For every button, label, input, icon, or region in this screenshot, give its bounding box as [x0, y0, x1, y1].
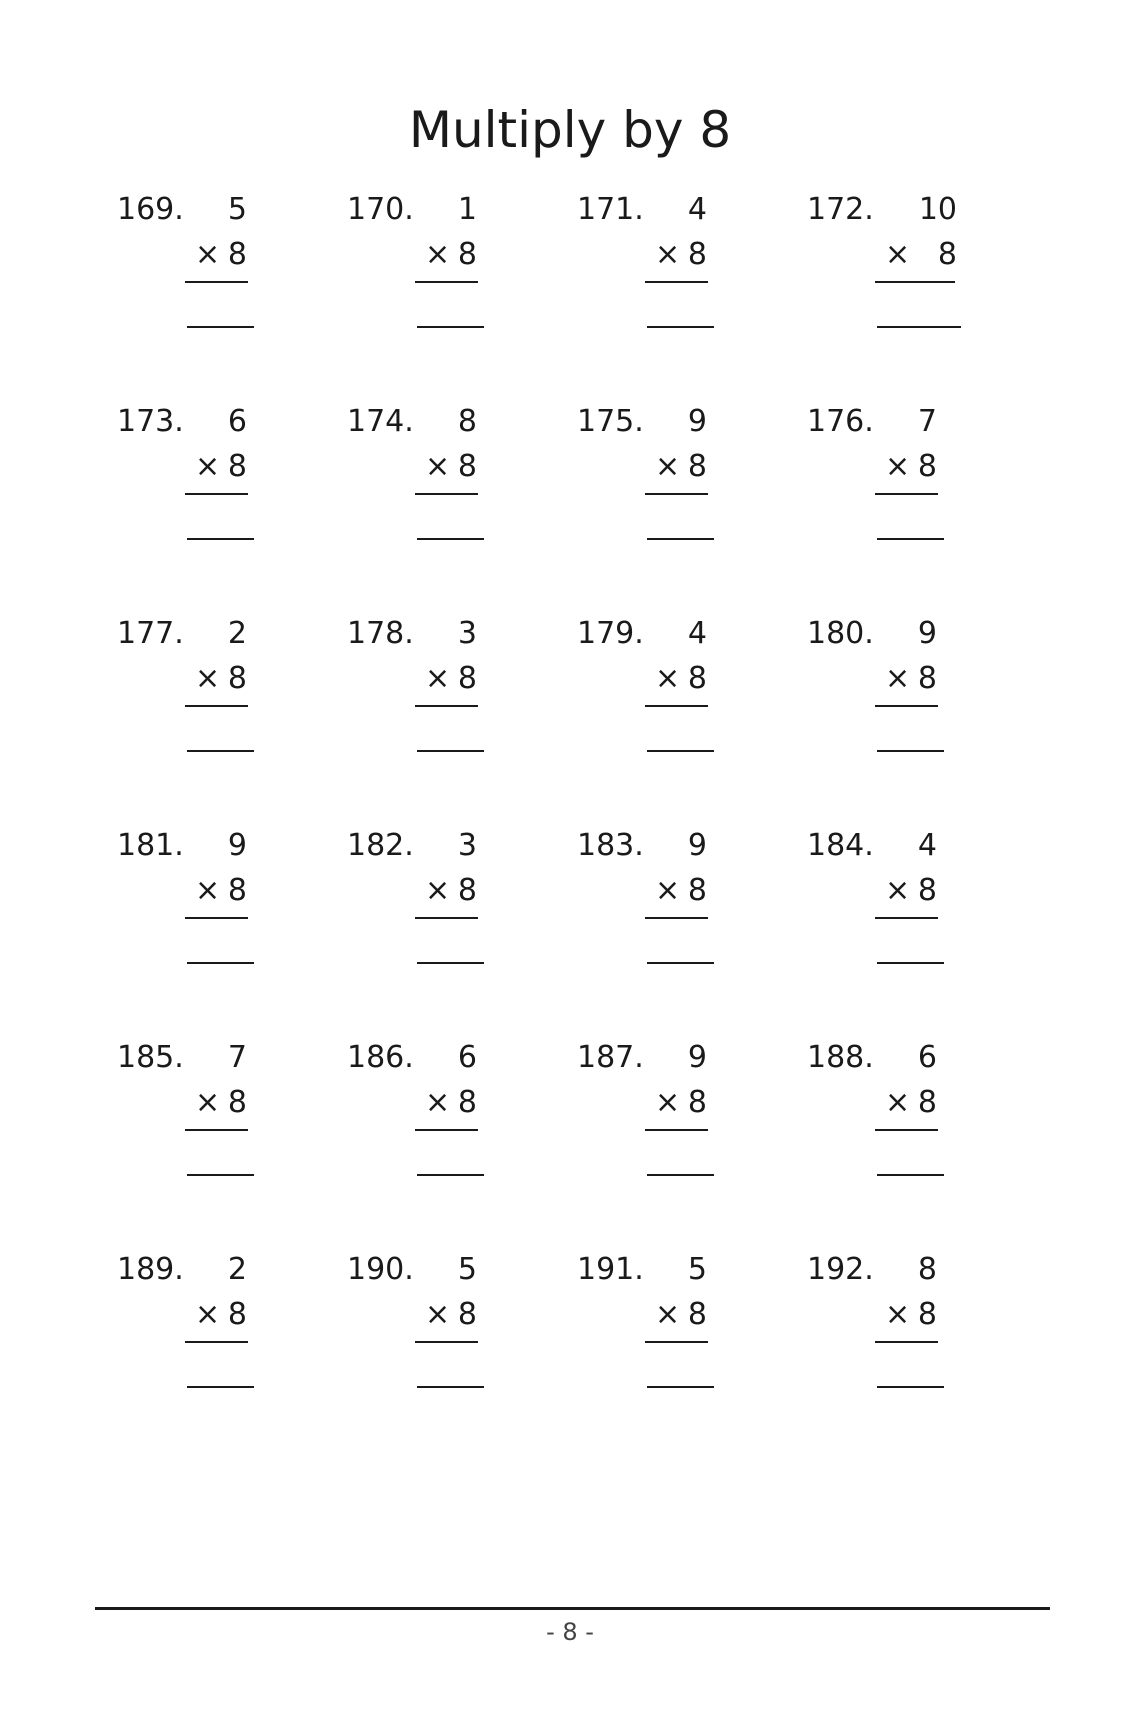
product-line: [415, 1129, 478, 1131]
multiplier: 8: [457, 449, 477, 484]
footer-rule: [95, 1607, 1050, 1610]
multiplicand: 4: [687, 192, 707, 227]
multiplicand: 6: [457, 1040, 477, 1075]
product-line: [645, 705, 708, 707]
multiplier: 8: [687, 873, 707, 908]
times-sign: ×: [425, 237, 451, 272]
product-line: [185, 493, 248, 495]
multiplier: 8: [227, 449, 247, 484]
times-sign: ×: [885, 873, 911, 908]
times-sign: ×: [655, 661, 681, 696]
multiplier: 8: [457, 1297, 477, 1332]
product-line: [645, 1129, 708, 1131]
times-sign: ×: [655, 449, 681, 484]
multiplier: 8: [917, 449, 937, 484]
problem-number: 185.: [117, 1040, 184, 1075]
answer-line: [187, 538, 254, 540]
problem-number: 172.: [807, 192, 874, 227]
answer-line: [877, 1174, 944, 1176]
times-sign: ×: [195, 873, 221, 908]
problem-number: 170.: [347, 192, 414, 227]
problem-number: 178.: [347, 616, 414, 651]
multiplier: 8: [917, 1297, 937, 1332]
answer-line: [187, 326, 254, 328]
problem-number: 177.: [117, 616, 184, 651]
multiplicand: 2: [227, 1252, 247, 1287]
multiplier: 8: [227, 1297, 247, 1332]
multiplicand: 9: [227, 828, 247, 863]
product-line: [645, 917, 708, 919]
product-line: [875, 493, 938, 495]
problem: [347, 1038, 477, 1188]
problem-number: 186.: [347, 1040, 414, 1075]
problem-number: 188.: [807, 1040, 874, 1075]
product-line: [875, 281, 955, 283]
problem: [577, 826, 707, 976]
problem: [117, 614, 247, 764]
problem: [117, 190, 247, 340]
problem: [347, 826, 477, 976]
multiplicand: 3: [457, 616, 477, 651]
problem-number: 189.: [117, 1252, 184, 1287]
multiplier: 8: [917, 661, 937, 696]
problem: [577, 402, 707, 552]
multiplier: 8: [457, 873, 477, 908]
times-sign: ×: [885, 1297, 911, 1332]
multiplier: 8: [687, 1085, 707, 1120]
problem: [807, 826, 937, 976]
answer-line: [187, 1174, 254, 1176]
times-sign: ×: [195, 449, 221, 484]
problem-number: 181.: [117, 828, 184, 863]
problem-number: 173.: [117, 404, 184, 439]
product-line: [185, 705, 248, 707]
problem: [577, 614, 707, 764]
answer-line: [187, 1386, 254, 1388]
answer-line: [417, 962, 484, 964]
times-sign: ×: [425, 1297, 451, 1332]
product-line: [415, 281, 478, 283]
answer-line: [417, 538, 484, 540]
times-sign: ×: [195, 1085, 221, 1120]
problem: [807, 190, 957, 340]
page-title: Multiply by 8: [408, 101, 732, 159]
times-sign: ×: [195, 661, 221, 696]
multiplicand: 9: [687, 404, 707, 439]
answer-line: [877, 1386, 944, 1388]
problem: [807, 1250, 937, 1400]
problem-number: 192.: [807, 1252, 874, 1287]
problem: [577, 190, 707, 340]
answer-line: [647, 750, 714, 752]
multiplier: 8: [687, 449, 707, 484]
problem-number: 187.: [577, 1040, 644, 1075]
problem-number: 190.: [347, 1252, 414, 1287]
answer-line: [877, 962, 944, 964]
multiplier: 8: [227, 1085, 247, 1120]
answer-line: [647, 962, 714, 964]
problem: [117, 1250, 247, 1400]
multiplier: 8: [917, 873, 937, 908]
multiplier: 8: [457, 1085, 477, 1120]
multiplier: 8: [687, 1297, 707, 1332]
product-line: [415, 705, 478, 707]
multiplicand: 9: [917, 616, 937, 651]
multiplicand: 8: [917, 1252, 937, 1287]
problem: [347, 190, 477, 340]
problem-number: 191.: [577, 1252, 644, 1287]
product-line: [875, 1129, 938, 1131]
multiplier: 8: [457, 237, 477, 272]
problem: [807, 1038, 937, 1188]
answer-line: [877, 326, 961, 328]
answer-line: [647, 1386, 714, 1388]
multiplier: 8: [687, 661, 707, 696]
multiplicand: 5: [457, 1252, 477, 1287]
multiplier: 8: [457, 661, 477, 696]
problem: [117, 402, 247, 552]
multiplicand: 9: [687, 1040, 707, 1075]
problem-number: 183.: [577, 828, 644, 863]
problem-number: 179.: [577, 616, 644, 651]
times-sign: ×: [425, 1085, 451, 1120]
times-sign: ×: [195, 1297, 221, 1332]
problem-number: 175.: [577, 404, 644, 439]
answer-line: [877, 538, 944, 540]
problem-number: 169.: [117, 192, 184, 227]
multiplicand: 7: [917, 404, 937, 439]
product-line: [185, 1129, 248, 1131]
product-line: [185, 1341, 248, 1343]
times-sign: ×: [885, 449, 911, 484]
answer-line: [417, 326, 484, 328]
problem: [807, 402, 937, 552]
problem: [347, 402, 477, 552]
problem-number: 180.: [807, 616, 874, 651]
problem-number: 174.: [347, 404, 414, 439]
answer-line: [877, 750, 944, 752]
product-line: [645, 1341, 708, 1343]
answer-line: [647, 538, 714, 540]
times-sign: ×: [425, 449, 451, 484]
times-sign: ×: [655, 1297, 681, 1332]
times-sign: ×: [195, 237, 221, 272]
answer-line: [187, 750, 254, 752]
answer-line: [417, 750, 484, 752]
multiplier: 8: [227, 873, 247, 908]
multiplier: 8: [687, 237, 707, 272]
product-line: [875, 917, 938, 919]
times-sign: ×: [885, 1085, 911, 1120]
product-line: [415, 493, 478, 495]
multiplier: 8: [937, 237, 957, 272]
multiplicand: 1: [457, 192, 477, 227]
multiplicand: 5: [227, 192, 247, 227]
problem-number: 182.: [347, 828, 414, 863]
multiplicand: 2: [227, 616, 247, 651]
problem: [577, 1250, 707, 1400]
product-line: [875, 1341, 938, 1343]
multiplicand: 4: [687, 616, 707, 651]
times-sign: ×: [425, 873, 451, 908]
times-sign: ×: [885, 661, 911, 696]
multiplicand: 8: [457, 404, 477, 439]
problem: [117, 826, 247, 976]
product-line: [415, 917, 478, 919]
times-sign: ×: [885, 237, 911, 272]
times-sign: ×: [655, 237, 681, 272]
answer-line: [417, 1174, 484, 1176]
product-line: [415, 1341, 478, 1343]
multiplicand: 4: [917, 828, 937, 863]
multiplier: 8: [227, 237, 247, 272]
problem: [347, 614, 477, 764]
times-sign: ×: [655, 1085, 681, 1120]
problem-number: 176.: [807, 404, 874, 439]
answer-line: [647, 326, 714, 328]
multiplicand: 3: [457, 828, 477, 863]
product-line: [645, 281, 708, 283]
problem-number: 184.: [807, 828, 874, 863]
multiplicand: 5: [687, 1252, 707, 1287]
times-sign: ×: [655, 873, 681, 908]
product-line: [645, 493, 708, 495]
times-sign: ×: [425, 661, 451, 696]
problem: [577, 1038, 707, 1188]
answer-line: [647, 1174, 714, 1176]
multiplicand: 9: [687, 828, 707, 863]
product-line: [875, 705, 938, 707]
product-line: [185, 281, 248, 283]
problem: [807, 614, 937, 764]
multiplicand: 10: [918, 192, 957, 227]
multiplicand: 6: [227, 404, 247, 439]
multiplicand: 7: [227, 1040, 247, 1075]
page-number: - 8 -: [546, 1618, 594, 1646]
problem: [347, 1250, 477, 1400]
answer-line: [417, 1386, 484, 1388]
multiplicand: 6: [917, 1040, 937, 1075]
problem-number: 171.: [577, 192, 644, 227]
answer-line: [187, 962, 254, 964]
product-line: [185, 917, 248, 919]
problem: [117, 1038, 247, 1188]
multiplier: 8: [917, 1085, 937, 1120]
multiplier: 8: [227, 661, 247, 696]
